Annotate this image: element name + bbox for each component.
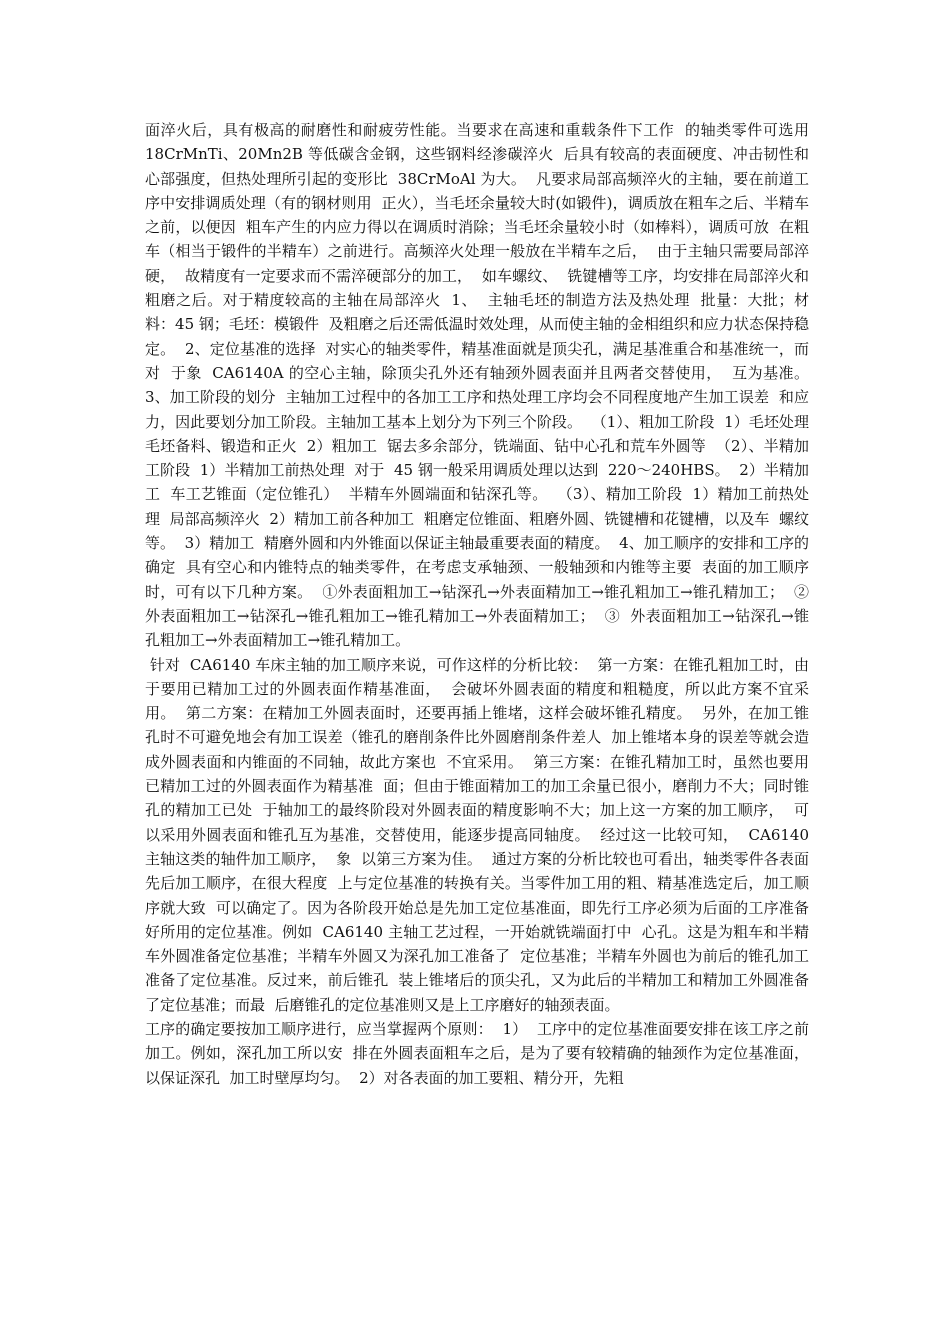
paragraph-sequence-analysis: 针对 CA6140 车床主轴的加工顺序来说，可作这样的分析比较： 第一方案：在锥孔粗加工时，由于要用已精加工过的外圆表面作精基准面， 会破坏外圆表面的精度和粗糙度，所以此方案不宜采用。 第二方案：在精加工外圆表面时，还要再插上锥堵，这样会破坏锥孔精度。 另外，在加工锥孔时不可避免地会有加工误差（锥孔的磨削条件比外圆磨削条件差人 加上锥堵本身的误差等就会造成外圆表面和内锥面的不同轴，故此方案也 不宜采用。 第三方案：在锥孔精加工时，虽然也要用已精加工过的外圆表面作为精基准 面；但由于锥面精加工的加工余量已很小，磨削力不大；同时锥孔的精加工已处 于轴加工的最终阶段对外圆表面的精度影响不大；加上这一方案的加工顺序， 可以采用外圆表面和锥孔互为基准，交替使用，能逐步提高同轴度。 经过这一比较可知， CA6140 主轴这类的轴件加工顺序， 象 以第三方案为佳。 通过方案的分析比较也可看出，轴类零件各表面先后加工顺序，在很大程度 上与定位基准的转换有关。当零件加工用的粗、精基准选定后，加工顺序就大致 可以确定了。因为各阶段开始总是先加工定位基准面，即先行工序必须为后面的工序准备好所用的定位基准。例如 CA6140 主轴工艺过程，一开始就铣端面打中 心孔。这是为粗车和半精车外圆准备定位基准；半精车外圆又为深孔加工准备了 定位基准；半精车外圆也为前后的锥孔加工准备了定位基准。反过来，前后锥孔 装上锥堵后的顶尖孔，又为此后的半精加工和精加工外圆准备了定位基准；而最 后磨锥孔的定位基准则又是上工序磨好的轴颈表面。 xyxy=(145,655,814,1014)
paragraph-heat-treatment-and-stages: 面淬火后，具有极高的耐磨性和耐疲劳性能。当要求在高速和重载条件下工作 的轴类零件可选用 18CrMnTi、20Mn2B 等低碳含金钢，这些钢料经渗碳淬火 后具有较高的表面硬度、冲击韧性和心部强度，但热处理所引起的变形比 38CrMoAl 为大。 凡要求局部高频淬火的主轴，要在前道工序中安排调质处理（有的钢材则用 正火），当毛坯余量较大时(如锻件)，调质放在粗车之后、半精车之前，以便因 粗车产生的内应力得以在调质时消除；当毛坯余量较小时（如棒料），调质可放 在粗车（相当于锻件的半精车）之前进行。高频淬火处理一般放在半精车之后， 由于主轴只需要局部淬硬， 故精度有一定要求而不需淬硬部分的加工， 如车螺纹、 铣键槽等工序，均安排在局部淬火和粗磨之后。对于精度较高的主轴在局部淬火 1、 主轴毛坯的制造方法及热处理 批量：大批；材料：45 钢；毛坯：模锻件 及粗磨之后还需低温时效处理，从而使主轴的金相组织和应力状态保持稳定。 2、定位基准的选择 对实心的轴类零件，精基准面就是顶尖孔，满足基准重合和基准统一，而对 于象 CA6140A 的空心主轴，除顶尖孔外还有轴颈外圆表面并且两者交替使用， 互为基准。 3、加工阶段的划分 主轴加工过程中的各加工工序和热处理工序均会不同程度地产生加工误差 和应力，因此要划分加工阶段。主轴加工基本上划分为下列三个阶段。 （1）、粗加工阶段 1）毛坯处理 毛坯备料、锻造和正火 2）粗加工 锯去多余部分，铣端面、钻中心孔和荒车外圆等 （2）、半精加工阶段 1）半精加工前热处理 对于 45 钢一般采用调质处理以达到 220～240HBS。 2）半精加工 车工艺锥面（定位锥孔） 半精车外圆端面和钻深孔等。 （3）、精加工阶段 1）精加工前热处理 局部高频淬火 2）精加工前各种加工 粗磨定位锥面、粗磨外圆、铣键槽和花键槽，以及车 螺纹等。 3）精加工 精磨外圆和内外锥面以保证主轴最重要表面的精度。 4、加工顺序的安排和工序的确定 具有空心和内锥特点的轴类零件，在考虑支承轴颈、一般轴颈和内锥等主要 表面的加工顺序时，可有以下几种方案。 ①外表面粗加工→钻深孔→外表面精加工→锥孔粗加工→锥孔精加工； ② 外表面粗加工→钻深孔→锥孔粗加工→锥孔精加工→外表面精加工； ③ 外表面粗加工→钻深孔→锥孔粗加工→外表面精加工→锥孔精加工。 xyxy=(145,121,819,650)
document-page xyxy=(145,118,819,1090)
paragraph-process-principles: 工序的确定要按加工顺序进行，应当掌握两个原则： 1） 工序中的定位基准面要安排在该工序之前加工。例如，深孔加工所以安 排在外圆表面粗车之后，是为了要有较精确的轴颈作为定位基准面，以保证深孔 加工时壁厚均匀。 2）对各表面的加工要粗、精分开，先粗 xyxy=(145,1019,809,1087)
